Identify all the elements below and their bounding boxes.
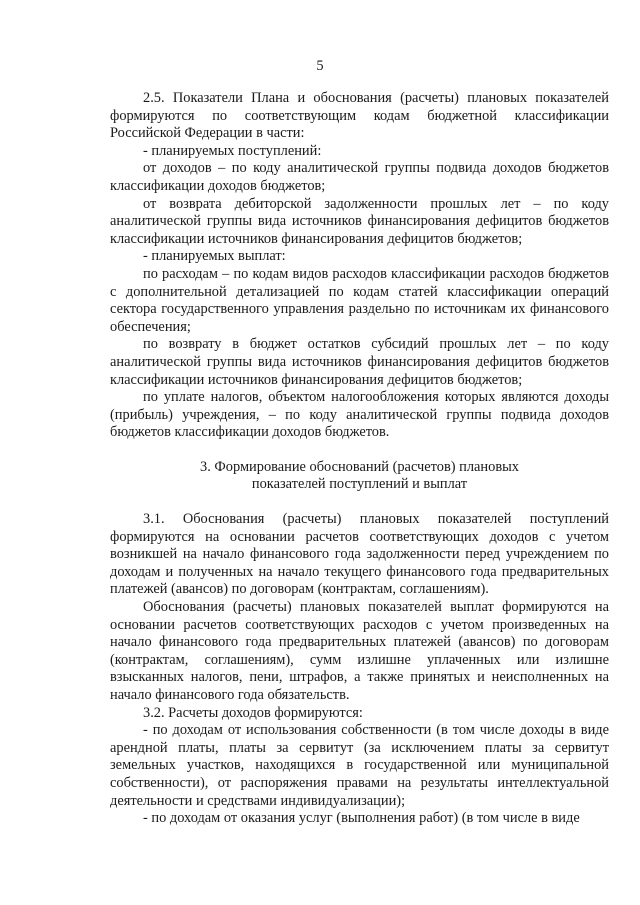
section-heading-line: показателей поступлений и выплат [251,476,468,493]
paragraph: по возврату в бюджет остатков субсидий прошлых лет – по коду аналитической группы вида источников финансирования дефицитов бюджетов классификации источников финансирования дефицитов бюджетов; [110,336,609,388]
section-heading-line: 3. Формирование обоснований (расчетов) плановых [200,458,519,475]
paragraph: по уплате налогов, объектом налогообложения которых являются доходы (прибыль) учреждения, – по коду аналитической группы подвида доходов бюджетов классификации доходов бюджетов. [110,389,609,441]
paragraph: - по доходам от оказания услуг (выполнения работ) (в том числе в виде [143,810,580,827]
paragraph: 2.5. Показатели Плана и обоснования (расчеты) плановых показателей формируются по соответствующим кодам бюджетной классификации Российской Федерации в части: [110,90,609,142]
paragraph: 3.2. Расчеты доходов формируются: [143,704,363,721]
page-number: 5 [316,58,324,74]
paragraph: 3.1. Обоснования (расчеты) плановых показателей поступлений формируются на основании расчетов соответствующих доходов с учетом возникшей на начало финансового года задолженности перед учреждением по доходам и полученных на начало текущего финансового года предварительных платежей (авансов) по договорам (контрактам, соглашениям). [110,511,609,598]
paragraph: - планируемых поступлений: [143,142,322,159]
paragraph: Обоснования (расчеты) плановых показателей выплат формируются на основании расчетов соответствующих расходов с учетом произведенных на начало финансового года предварительных платежей (авансов) по договорам (контрактам, соглашениям), сумм излишне уплаченных или излишне взысканных налогов, пени, штрафов, а также принятых и неисполненных на начало финансового года обязательств. [110,599,609,703]
section-heading [110,459,609,494]
paragraph: по расходам – по кодам видов расходов классификации расходов бюджетов с дополнительной детализацией по кодам статей классификации операций сектора государственного управления раздельно по источникам их финансового обеспечения; [110,265,609,335]
paragraph: от возврата дебиторской задолженности прошлых лет – по коду аналитической группы вида источников финансирования дефицитов бюджетов классификации источников финансирования дефицитов бюджетов; [110,195,609,247]
paragraph: - планируемых выплат: [143,248,286,265]
paragraph: от доходов – по коду аналитической группы подвида доходов бюджетов классификации доходов бюджетов; [110,160,609,194]
paragraph: - по доходам от использования собственности (в том числе доходы в виде арендной платы, платы за сервитут (за исключением платы за сервитут земельных участков, находящихся в государственной или муниципальной собственности), от распоряжения правами на результаты интеллектуальной деятельности и средствами индивидуализации); [110,722,609,809]
document-body [110,90,609,828]
